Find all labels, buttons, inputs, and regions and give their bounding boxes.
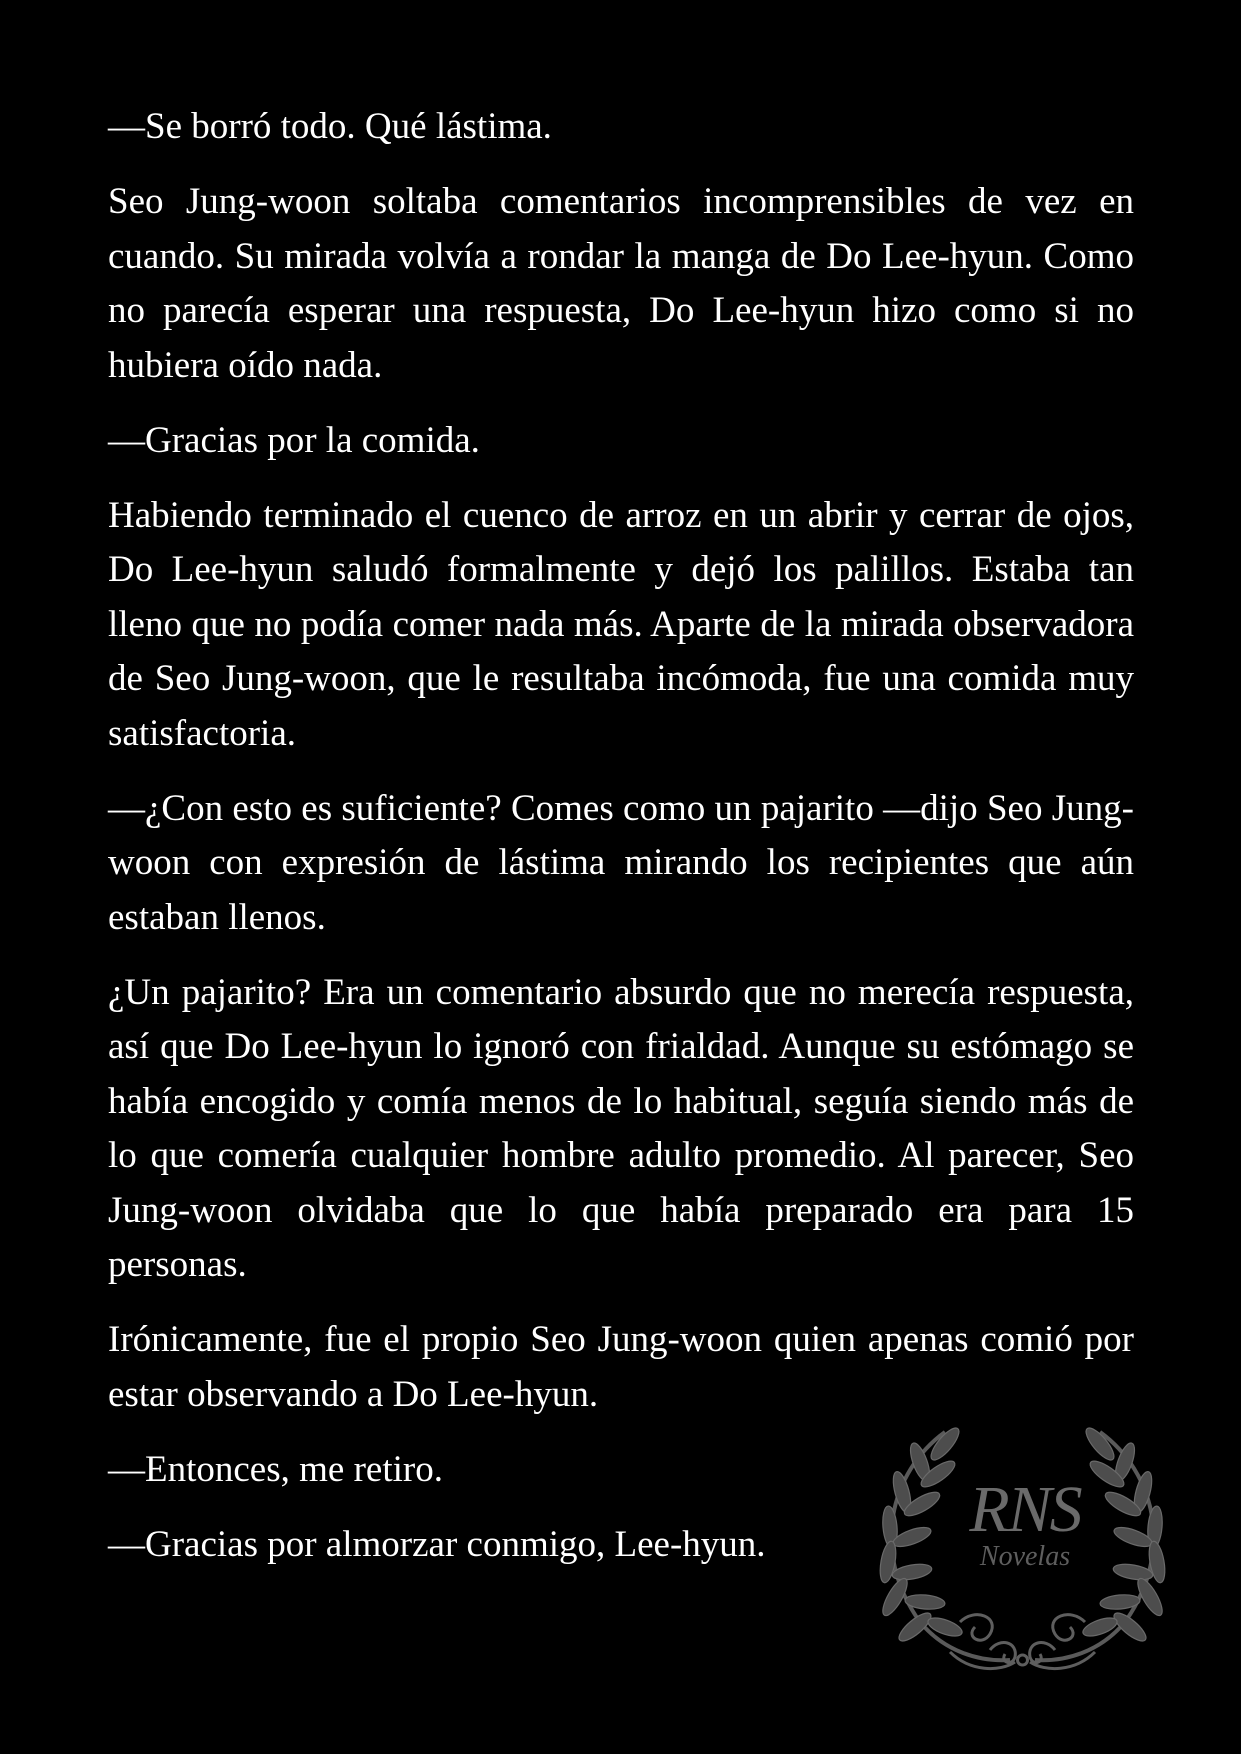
paragraph: —Se borró todo. Qué lástima.: [108, 106, 552, 147]
paragraph: Habiendo terminado el cuenco de arroz en un abrir y cerrar de ojos, Do Lee-hyun saludó formalmente y dejó los palillos. Estaba tan lleno que no podía comer nada más. Aparte de la mirada observadora de Seo Jung-woon, que le resultaba incómoda, fue una comida muy satisfactoria.: [108, 494, 1134, 754]
chapter-text: [108, 100, 1134, 1593]
paragraph: —Gracias por la comida.: [108, 419, 480, 461]
watermark-title: RNS: [969, 1473, 1081, 1546]
watermark-subtitle: Novelas: [979, 1541, 1071, 1572]
paragraph: Seo Jung-woon soltaba comentarios incomprensibles de vez en cuando. Su mirada volvía a rondar la manga de Do Lee-hyun. Como no parecía esperar una respuesta, Do Lee-hyun hizo como si no hubiera oído nada.: [108, 181, 1134, 386]
watermark-logo: [850, 1422, 1195, 1682]
paragraph: —Gracias por almorzar conmigo, Lee-hyun.: [108, 1523, 766, 1565]
paragraph: Irónicamente, fue el propio Seo Jung-woon quien apenas comió por estar observando a Do Lee-hyun.: [108, 1319, 1134, 1415]
paragraph: ¿Un pajarito? Era un comentario absurdo que no merecía respuesta, así que Do Lee-hyun lo ignoró con frialdad. Aunque su estómago se había encogido y comía menos de lo habitual, seguía siendo más de lo que comería cualquier hombre adulto promedio. Al parecer, Seo Jung-woon olvidaba que lo que había preparado era para 15 personas.: [108, 971, 1134, 1285]
paragraph: —¿Con esto es suficiente? Comes como un pajarito —dijo Seo Jung-woon con expresión de lástima mirando los recipientes que aún estaban llenos.: [108, 787, 1134, 938]
paragraph: —Entonces, me retiro.: [108, 1448, 443, 1490]
